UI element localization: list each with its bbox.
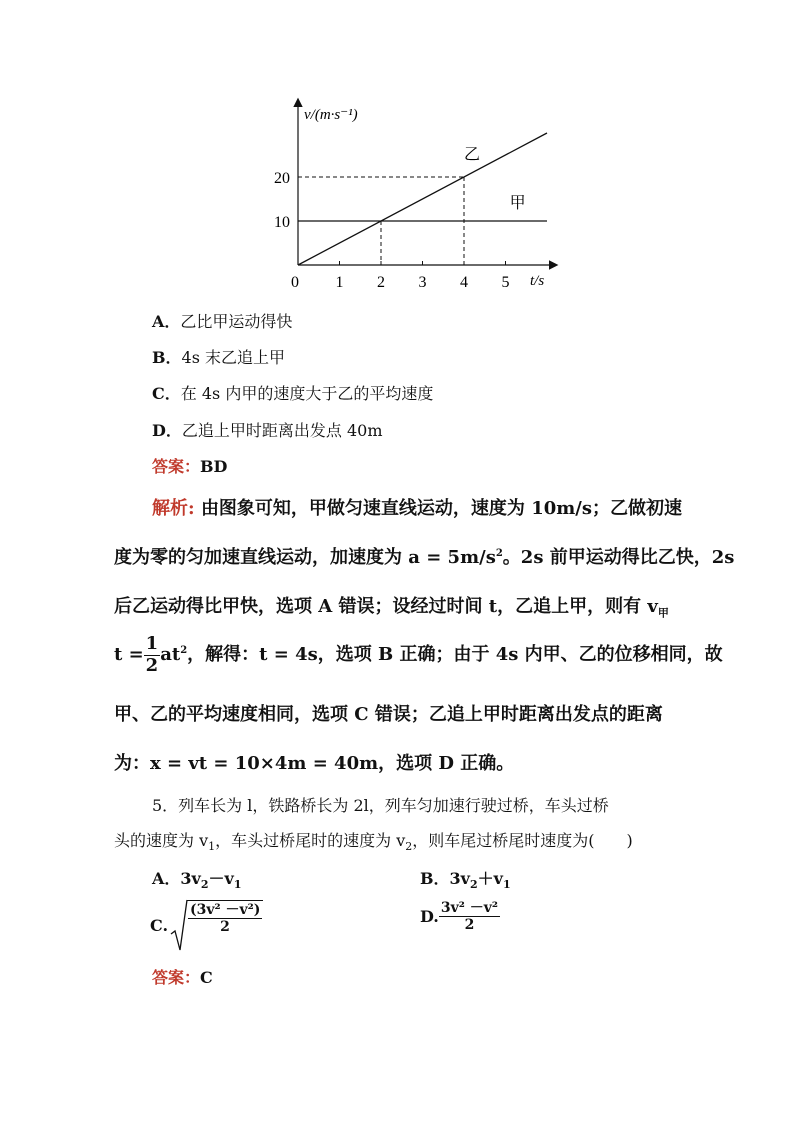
q5-stem-text-2b: ，车头过桥尾时的速度为 v — [215, 831, 406, 850]
option-a-text: 乙比甲运动得快 — [180, 312, 293, 331]
analysis-text-1: 由图象可知，甲做匀速直线运动，速度为 10m/s；乙做初速 — [200, 498, 683, 519]
x-tick-label-1: 1 — [335, 274, 344, 291]
q5-option-a-term2: －v — [208, 869, 234, 888]
q4-answer-value: BD — [200, 457, 228, 476]
q5-stem-text-2c: ，则车尾过桥尾时速度为( ) — [412, 831, 633, 850]
y-tick-label-10: 10 — [274, 214, 290, 231]
option-b — [152, 345, 285, 368]
q5-stem-sub-1: 1 — [208, 840, 216, 854]
analysis-line-5 — [114, 700, 663, 726]
q5-option-c-fraction — [188, 902, 262, 935]
x-tick-label-2: 2 — [377, 274, 385, 291]
option-c — [152, 381, 433, 404]
q5-option-a — [152, 866, 241, 891]
analysis-line-1 — [152, 494, 682, 520]
q5-answer-label: 答案： — [152, 968, 201, 987]
q5-option-a-sub1: 1 — [233, 878, 242, 892]
q5-option-b-sub2: 2 — [469, 878, 478, 892]
analysis-line-3 — [114, 592, 669, 621]
q5-stem-text-1: 5．列车长为 l，铁路桥长为 2l，列车匀加速行驶过桥，车头过桥 — [152, 796, 609, 815]
analysis-text-3a: 后乙运动得比甲快，选项 A 错误；设经过时间 t，乙追上甲，则有 v — [114, 596, 658, 617]
x-tick-label-5: 5 — [501, 274, 510, 291]
analysis-text-4b: at — [160, 644, 181, 666]
q5-option-b — [420, 866, 511, 891]
option-d-text: 乙追上甲时距离出发点 40m — [181, 421, 383, 440]
q5-stem-text-2a: 头的速度为 v — [114, 831, 209, 850]
q5-option-d-den: 2 — [464, 917, 475, 934]
radical-overline — [187, 900, 263, 901]
q5-option-d-num: 3v² －v² — [440, 900, 499, 916]
q5-stem-line-1 — [152, 793, 609, 816]
velocity-time-graph — [0, 0, 794, 300]
q5-option-b-key: B． — [420, 869, 450, 888]
q5-option-d-fraction — [439, 900, 500, 933]
x-tick-label-4: 4 — [460, 274, 468, 291]
q5-option-a-sub2: 2 — [200, 878, 209, 892]
analysis-text-4a: t = — [114, 644, 144, 666]
analysis-text-3b: 甲 — [657, 606, 669, 620]
analysis-text-5: 甲、乙的平均速度相同，选项 C 错误；乙追上甲时距离出发点的距离 — [114, 704, 663, 725]
q5-option-c-key: C. — [150, 916, 169, 935]
series-label-yi: 乙 — [464, 146, 481, 164]
y-axis-label: v/(m·s⁻¹) — [304, 107, 358, 123]
half-fraction-num: 1 — [145, 633, 159, 654]
half-fraction — [144, 634, 161, 676]
option-b-key: B． — [152, 348, 182, 367]
q5-option-b-term1: 3v — [449, 869, 470, 888]
q4-answer-label: 答案： — [152, 457, 201, 476]
q5-answer-value: C — [200, 968, 213, 987]
q5-stem-sub-2: 2 — [405, 840, 413, 854]
q4-answer — [152, 454, 227, 477]
option-a — [152, 309, 292, 332]
option-c-key: C． — [152, 384, 181, 403]
analysis-line-4 — [114, 634, 723, 676]
option-c-text: 在 4s 内甲的速度大于乙的平均速度 — [180, 384, 434, 403]
q5-option-c-num: (3v² －v²) — [190, 902, 261, 918]
q5-answer — [152, 965, 213, 988]
q5-option-b-term2: ＋v — [477, 869, 503, 888]
q5-stem-line-2 — [114, 828, 633, 853]
x-tick-label-3: 3 — [418, 274, 427, 291]
analysis-text-2a: 度为零的匀加速直线运动，加速度为 a = 5m/s — [114, 547, 496, 568]
series-label-jia: 甲 — [509, 194, 526, 212]
analysis-text-6: 为：x = vt = 10×4m = 40m，选项 D 正确。 — [114, 753, 515, 774]
option-d — [152, 418, 383, 441]
q5-option-d — [420, 900, 500, 933]
analysis-text-2c: 。2s 前甲运动得比乙快，2s — [502, 547, 735, 568]
q5-option-b-sub1: 1 — [502, 878, 511, 892]
option-a-key: A． — [152, 312, 181, 331]
half-fraction-den: 2 — [145, 654, 159, 676]
q5-option-a-term1: 3v — [180, 869, 201, 888]
analysis-line-6 — [114, 749, 514, 775]
y-tick-label-20: 20 — [274, 170, 290, 187]
option-b-text: 4s 末乙追上甲 — [181, 348, 286, 367]
option-d-key: D． — [152, 421, 182, 440]
analysis-label: 解析: — [152, 498, 195, 519]
analysis-text-2b: 2 — [495, 548, 503, 559]
analysis-text-4c: 2 — [180, 645, 188, 657]
q5-option-a-key: A． — [152, 869, 181, 888]
analysis-line-2 — [114, 543, 734, 569]
radical-sign — [170, 898, 188, 954]
q5-option-d-key: D. — [420, 907, 439, 927]
origin-label: 0 — [291, 274, 299, 291]
x-axis-label: t/s — [530, 273, 545, 289]
q5-option-c-den: 2 — [220, 919, 230, 936]
analysis-text-4d: ，解得：t = 4s，选项 B 正确；由于 4s 内甲、乙的位移相同，故 — [187, 644, 723, 666]
